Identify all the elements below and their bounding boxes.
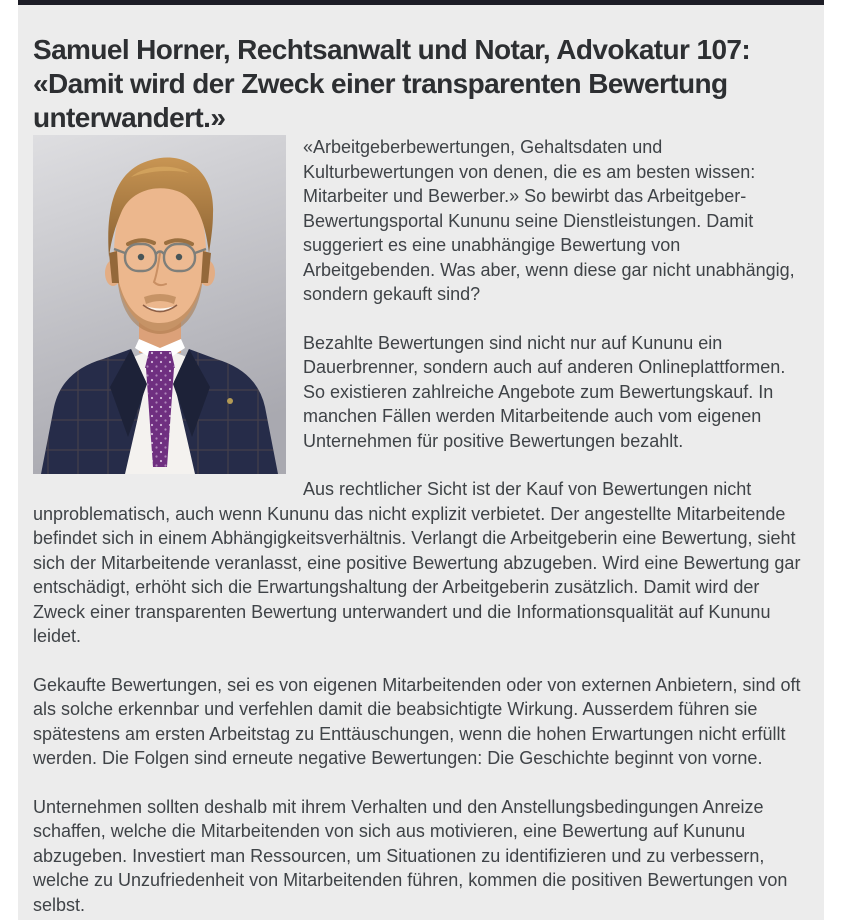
article-body [33,135,808,917]
paragraph-legal-view: Aus rechtlicher Sicht ist der Kauf von Bewertungen nicht unproblematisch, auch wenn Kununu das nicht explizit verbietet. Der angestellte Mitarbeitende befindet sich in einem Abhängigkeitsverhältnis. Verlangt die Arbeitgeberin eine Bewertung, sieht sich der Mitarbeitende veranlasst, eine positive Bewertung abzugeben. Wird eine Bewertung gar entschädigt, erhöht sich die Erwartungshaltung der Arbeitgeberin zusätzlich. Damit wird der Zweck einer transparenten Bewertung unterwandert und die Informationsqualität auf Kununu leidet. [33,479,801,646]
portrait-photo [33,135,286,474]
top-divider-bar [18,0,824,5]
paragraph-bought-reviews: Gekaufte Bewertungen, sei es von eigenen Mitarbeitenden oder von externen Anbietern, sind oft als solche erkennbar und verfehlen damit die beabsichtigte Wirkung. Ausserdem führen sie spätestens am ersten Arbeitstag zu Enttäuschungen, wenn die hohen Erwartungen nicht erfüllt werden. Die Folgen sind erneute negative Bewertungen: Die Geschichte beginnt von vorne. [33,674,801,768]
paragraph-recommendation: Unternehmen sollten deshalb mit ihrem Verhalten und den Anstellungsbedingungen Anreize schaffen, welche die Mitarbeitenden von sich aus motivieren, eine Bewertung auf Kununu abzugeben. Investiert man Ressourcen, um Situationen zu identifizieren und zu verbessern, welche zu Unzufriedenheit von Mitarbeitenden führen, kommen die positiven Bewertungen von selbst. [33,796,788,915]
page-title: Samuel Horner, Rechtsanwalt und Notar, Advokatur 107: «Damit wird der Zweck einer transparenten Bewertung unterwandert.» [33,34,751,133]
paragraph-paid-reviews: Bezahlte Bewertungen sind nicht nur auf Kununu ein Dauerbrenner, sondern auch auf anderen Onlineplattformen. So existieren zahlreiche Angebote zum Bewertungskauf. In manchen Fällen werden Mitarbeitende auch vom eigenen Unternehmen für positive Bewertungen bezahlt. [303,332,786,451]
content-card [18,0,824,920]
paragraph-intro-quote: «Arbeitgeberbewertungen, Gehaltsdaten und Kulturbewertungen von denen, die es am besten wissen: Mitarbeiter und Bewerber.» So bewirbt das Arbeitgeber-Bewertungsportal Kununu seine Dienstleistungen. Damit suggeriert es eine unabhängige Bewertung von Arbeitgebenden. Was aber, wenn diese gar nicht unabhängig, sondern gekauft sind? [303,137,795,304]
lapel-pin [227,398,233,404]
